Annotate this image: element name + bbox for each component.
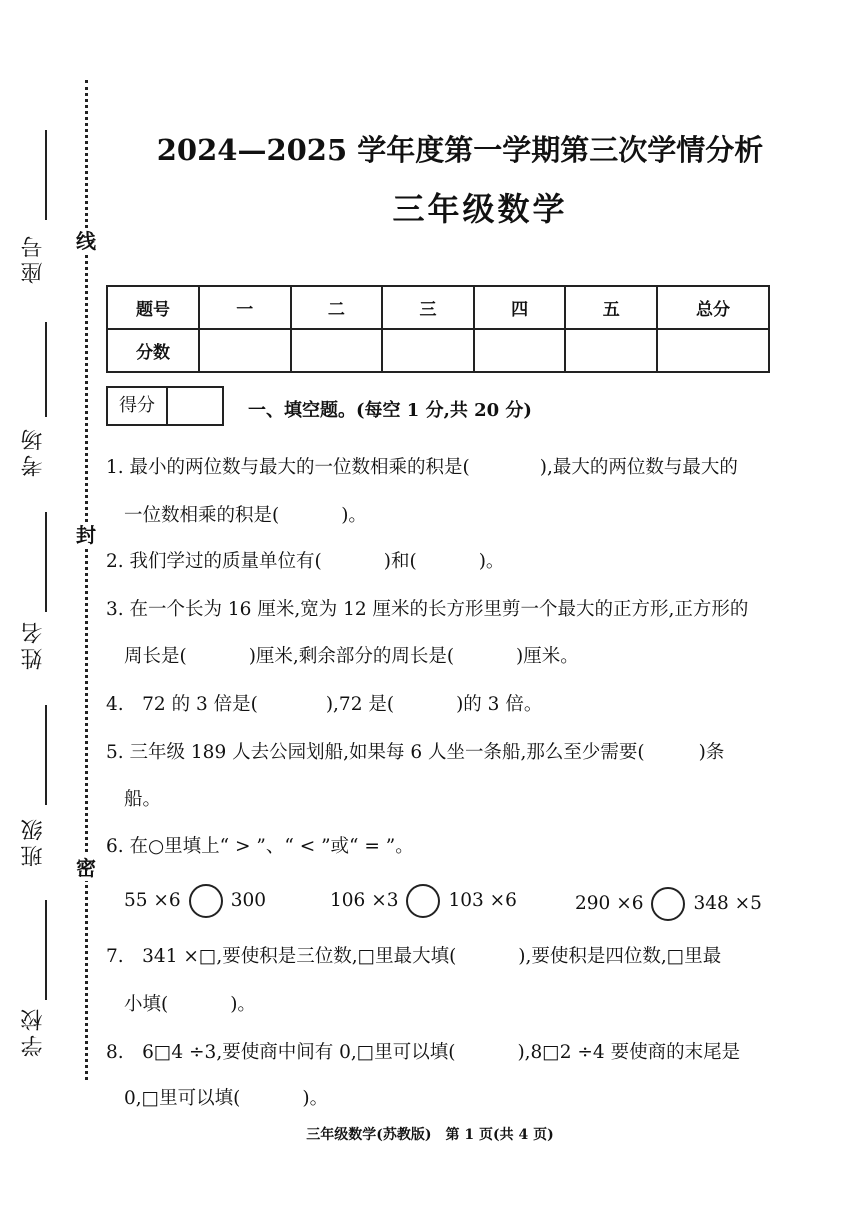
q1-text-b: ),最大的两位数与最大的 [539, 457, 738, 478]
q1-text-d: )。 [341, 505, 367, 526]
question-3-line-1 [106, 597, 748, 623]
q7-text-b: ),要使积是四位数,□里最 [518, 946, 722, 967]
q4-text-b: ),72 是( [325, 694, 395, 715]
q6-text: 6. 在○里填上“ > ”、“ < ”或“ = ”。 [106, 836, 414, 857]
q2-text-a: 2. 我们学过的质量单位有( [106, 551, 322, 572]
q6-2-right: 103 ×6 [448, 890, 517, 911]
school-label: 学校 [21, 1005, 46, 1057]
question-5-line-2 [124, 787, 161, 813]
q3-text-a: 3. 在一个长为 16 厘米,宽为 12 厘米的长方形里剪一个最大的正方形,正方形的 [106, 599, 749, 620]
seat-number-line [45, 130, 47, 220]
q7-text-c: 小填( [124, 994, 169, 1015]
exam-room-line [45, 322, 47, 417]
score-cell-1[interactable] [199, 329, 291, 372]
exam-title: 2024—2025 学年度第一学期第三次学情分析 [156, 133, 764, 167]
q6-1-left: 55 ×6 [124, 890, 181, 911]
seat-number-label: 座号 [21, 232, 46, 284]
question-7-line-1 [106, 944, 721, 970]
score-cell-total[interactable] [657, 329, 769, 372]
question-5-line-1 [106, 740, 724, 766]
q4-text-c: )的 3 倍。 [456, 694, 543, 715]
school-line [45, 900, 47, 1000]
q3-text-d: )厘米。 [516, 646, 579, 667]
exam-room-label: 考场 [21, 425, 46, 477]
header-cell-2: 二 [291, 286, 383, 329]
question-8-line-1 [106, 1040, 740, 1066]
q5-text-a: 5. 三年级 189 人去公园划船,如果每 6 人坐一条船,那么至少需要( [106, 742, 645, 763]
header-cell-question: 题号 [107, 286, 199, 329]
section-title: 一、填空题。(每空 1 分,共 20 分) [248, 400, 532, 421]
page-footer: 三年级数学(苏教版) 第 1 页(共 4 页) [306, 1127, 554, 1143]
question-1-line-1 [106, 455, 738, 481]
q7-text-d: )。 [230, 994, 256, 1015]
q3-text-c: )厘米,剩余部分的周长是( [248, 646, 455, 667]
q5-text-c: 船。 [124, 789, 162, 810]
q4-text-a: 4. 72 的 3 倍是( [106, 694, 258, 715]
question-7-line-2 [124, 992, 256, 1018]
score-table-score-row [107, 329, 769, 372]
question-1-line-2 [124, 503, 367, 529]
header-cell-total: 总分 [657, 286, 769, 329]
q6-3-right: 348 ×5 [693, 893, 762, 914]
question-8-line-2 [124, 1086, 328, 1112]
q5-text-b: )条 [698, 742, 725, 763]
header-cell-1: 一 [199, 286, 291, 329]
q8-text-b: ),8□2 ÷4 要使商的末尾是 [517, 1042, 741, 1063]
score-table-header-row [107, 286, 769, 329]
q7-text-a: 7. 341 ×□,要使积是三位数,□里最大填( [106, 946, 457, 967]
compare-circle-2[interactable] [406, 884, 440, 918]
q6-compare-3 [575, 887, 762, 921]
q2-text-c: )。 [478, 551, 505, 572]
compare-circle-1[interactable] [189, 884, 223, 918]
q3-text-b: 周长是( [124, 646, 187, 667]
score-cell-3[interactable] [382, 329, 474, 372]
q6-compare-1 [124, 884, 266, 918]
q8-text-c: 0,□里可以填( [124, 1088, 241, 1109]
q6-1-right: 300 [230, 890, 267, 911]
question-4 [106, 692, 542, 718]
section-score-label: 得分 [108, 388, 168, 424]
score-table [106, 285, 770, 373]
q2-text-b: )和( [383, 551, 417, 572]
q6-compare-2 [330, 884, 517, 918]
section-score-box [106, 386, 224, 426]
q1-text-a: 1. 最小的两位数与最大的一位数相乘的积是( [106, 457, 470, 478]
score-cell-4[interactable] [474, 329, 566, 372]
header-cell-5: 五 [565, 286, 657, 329]
score-cell-5[interactable] [565, 329, 657, 372]
class-label: 班级 [21, 815, 46, 867]
seal-char-xian: 线 [76, 229, 96, 253]
q8-text-a: 8. 6□4 ÷3,要使商中间有 0,□里可以填( [106, 1042, 456, 1063]
q1-text-c: 一位数相乘的积是( [124, 505, 280, 526]
score-cell-2[interactable] [291, 329, 383, 372]
compare-circle-3[interactable] [651, 887, 685, 921]
q8-text-d: )。 [302, 1088, 329, 1109]
question-3-line-2 [124, 644, 579, 670]
question-6 [106, 834, 414, 860]
score-row-label: 分数 [107, 329, 199, 372]
header-cell-4: 四 [474, 286, 566, 329]
exam-subtitle: 三年级数学 [392, 190, 568, 228]
header-cell-3: 三 [382, 286, 474, 329]
name-line [45, 512, 47, 612]
section-score-input[interactable] [168, 388, 222, 424]
seal-char-feng: 封 [76, 523, 96, 547]
class-line [45, 705, 47, 805]
seal-char-mi: 密 [76, 856, 96, 880]
q6-2-left: 106 ×3 [330, 890, 399, 911]
q6-3-left: 290 ×6 [575, 893, 644, 914]
question-2 [106, 549, 504, 575]
name-label: 姓名 [21, 618, 46, 670]
